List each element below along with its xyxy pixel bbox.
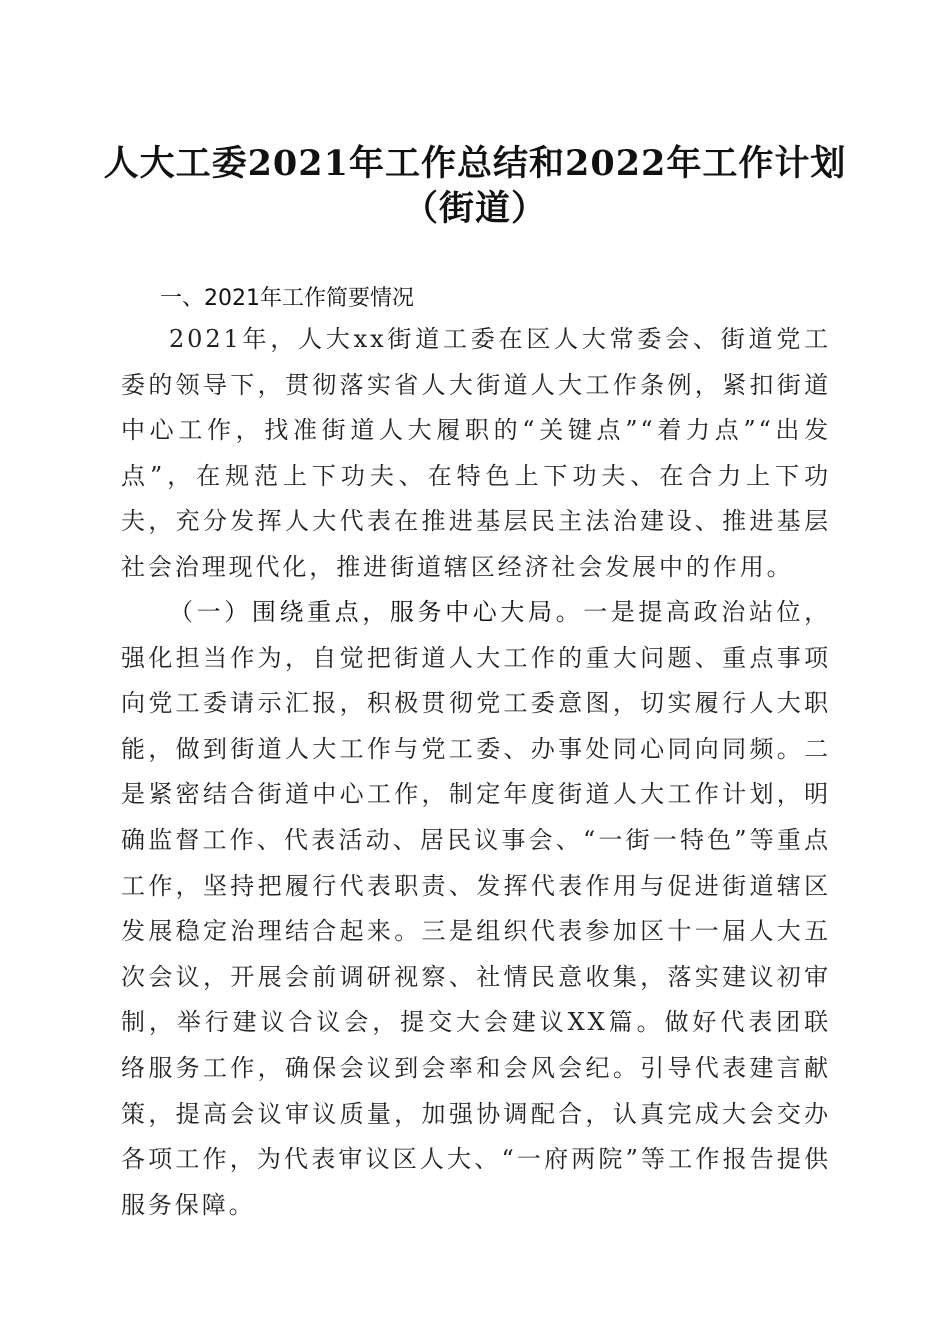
document-subtitle: （街道）	[402, 188, 547, 229]
paragraph-subsection-1	[121, 590, 831, 1228]
paragraph-intro: 2021年，人大xx街道工委在区人大常委会、街道党工委的领导下，贯彻落实省人大街道人大工作条例，紧扣街道中心工作，找准街道人大履职的“关键点”“着力点”“出发点”，在规范上下功夫、在特色上下功夫、在合力上下功夫，充分发挥人大代表在推进基层民主法治建设、推进基层社会治理现代化，推进街道辖区经济社会发展中的作用。	[121, 325, 831, 581]
document-title: 人大工委2021年工作总结和2022年工作计划	[103, 143, 847, 184]
section-heading: 一、2021年工作简要情况	[160, 286, 414, 311]
subsection-heading: （一）围绕重点，服务中心大局。	[169, 598, 584, 626]
subsection-body: 一是提高政治站位，强化担当作为，自觉把街道人大工作的重大问题、重点事项向党工委请示汇报，积极贯彻党工委意图，切实履行人大职能，做到街道人大工作与党工委、办事处同心同向同频。二是紧密结合街道中心工作，制定年度街道人大工作计划，明确监督工作、代表活动、居民议事会、“一街一特色”等重点工作，坚持把履行代表职责、发挥代表作用与促进街道辖区发展稳定治理结合起来。三是组织代表参加区十一届人大五次会议，开展会前调研视察、社情民意收集，落实建议初审制，举行建议合议会，提交大会建议XX篇。做好代表团联络服务工作，确保会议到会率和会风会纪。引导代表建言献策，提高会议审议质量，加强协调配合，认真完成大会交办各项工作，为代表审议区人大、“一府两院”等工作报告提供服务保障。	[121, 598, 832, 1219]
